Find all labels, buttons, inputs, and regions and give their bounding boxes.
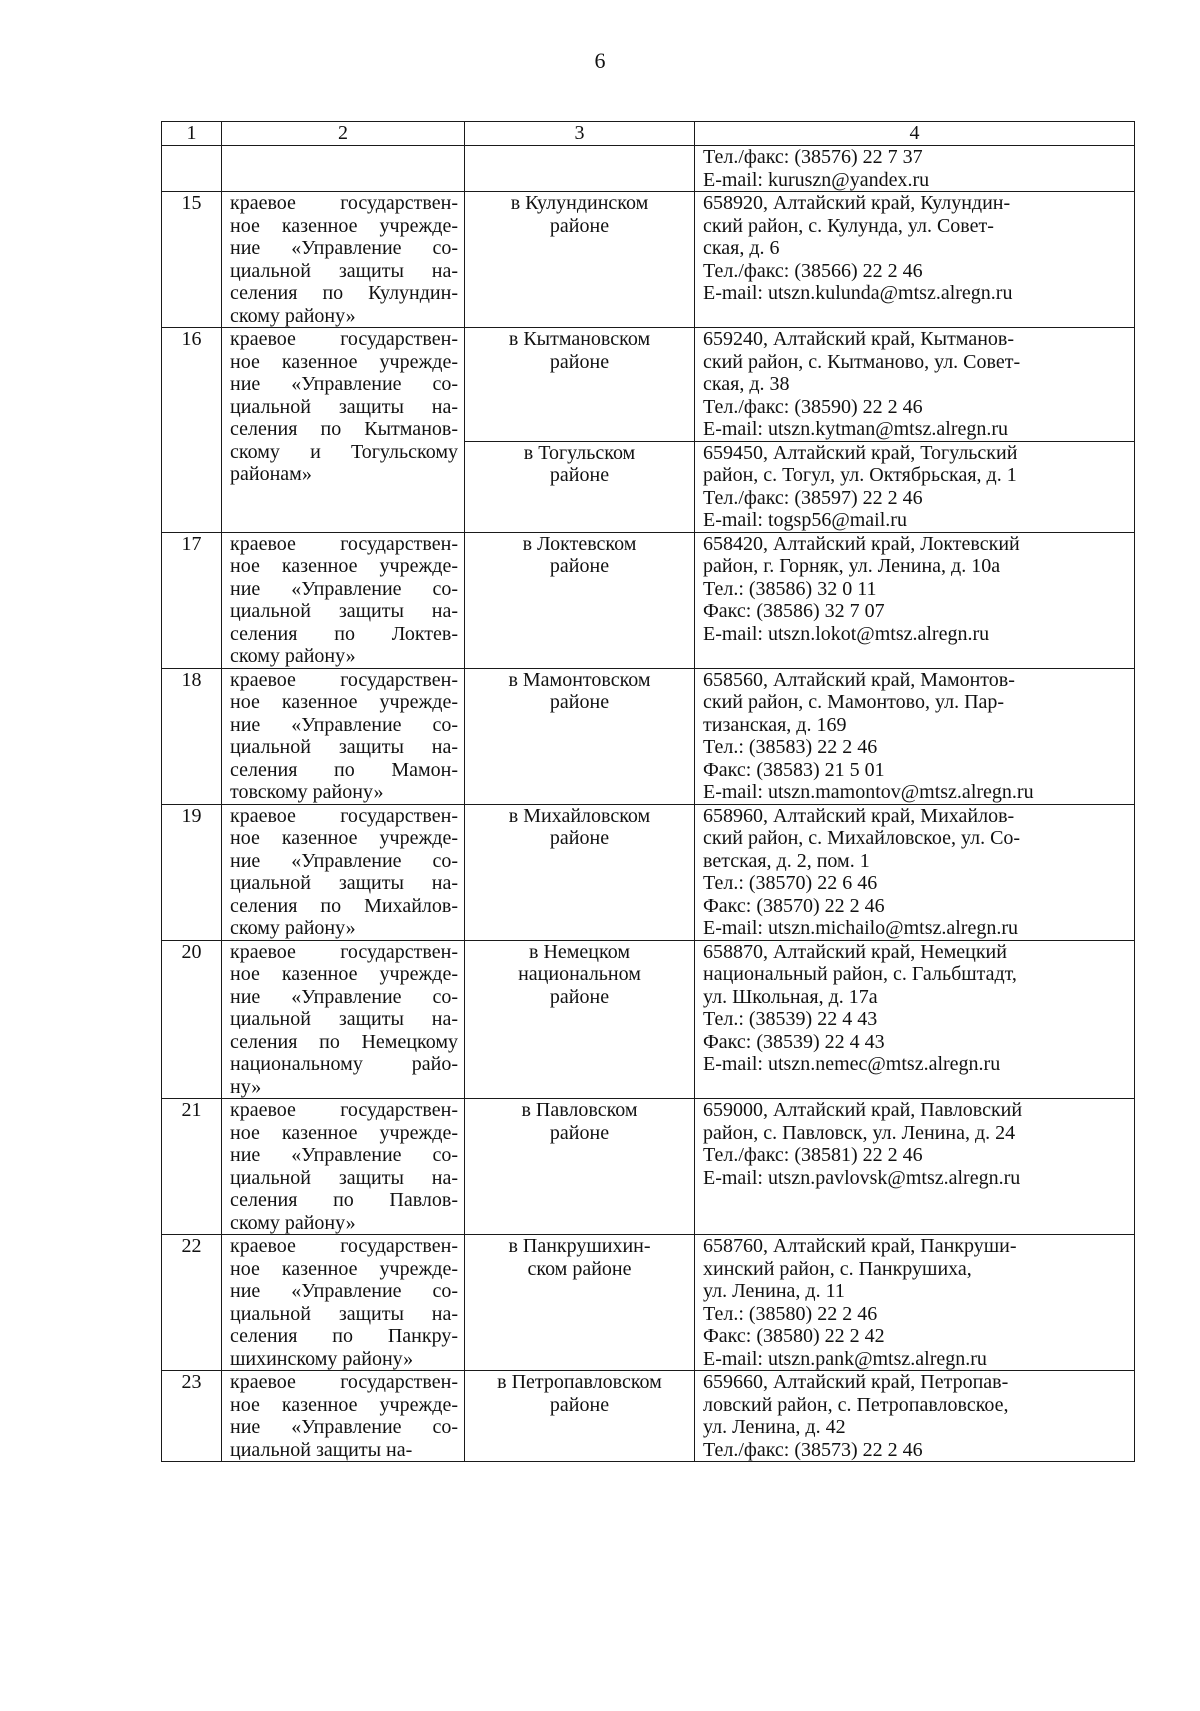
institution-name-line: ние «Управление со- <box>230 237 458 259</box>
location-line: районе <box>549 1393 610 1416</box>
table-row <box>162 1099 1135 1235</box>
address-line: национальный район, с. Гальбштадт, <box>703 963 1017 985</box>
address-line: Тел.: (38570) 22 6 46 <box>703 872 878 894</box>
institution-name-line: краевое государствен- <box>230 668 458 691</box>
institution-name-line: селения по Павлов- <box>230 1189 458 1211</box>
institution-name-line: краевое государствен- <box>230 1235 458 1257</box>
address-line: ул. Школьная, д. 17а <box>703 985 878 1008</box>
location-line: ском районе <box>527 1257 632 1280</box>
institution-name-line: ное казенное учрежде- <box>230 827 458 849</box>
address-line: Факс: (38586) 32 7 07 <box>703 600 885 622</box>
location-line: в Михайловском <box>508 804 651 827</box>
column-header: 1 <box>162 122 222 146</box>
institution-name-line: скому району» <box>230 645 356 667</box>
address-line: ская, д. 38 <box>703 373 790 395</box>
address-cell <box>695 532 1135 668</box>
row-number: 16 <box>162 328 222 533</box>
address-line: 659660, Алтайский край, Петропав- <box>703 1371 1009 1393</box>
location-line: районе <box>549 464 610 486</box>
institution-name-line: селения по Кытманов- <box>230 418 458 440</box>
institution-name-line: ние «Управление со- <box>230 713 458 736</box>
row-number: 23 <box>162 1371 222 1462</box>
address-line: Факс: (38539) 22 4 43 <box>703 1030 885 1053</box>
column-header: 2 <box>222 122 465 146</box>
row-number: 19 <box>162 804 222 940</box>
institution-name-line: циальной защиты на- <box>230 1166 458 1189</box>
location-cell <box>465 1235 695 1371</box>
institution-name-line: ние «Управление со- <box>230 1416 458 1438</box>
table-header-row <box>162 122 1135 146</box>
institution-name-line: циальной защиты на- <box>230 736 458 758</box>
location-cell <box>465 668 695 804</box>
address-line: E-mail: utszn.michailo@mtsz.alregn.ru <box>703 917 1018 939</box>
column-header: 4 <box>695 122 1135 146</box>
institution-name-line: товскому району» <box>230 781 384 803</box>
institution-name-line: ние «Управление со- <box>230 373 458 395</box>
institution-name-line: краевое государствен- <box>230 192 458 214</box>
table-row <box>162 940 1135 1099</box>
location-line: национальном <box>518 963 641 985</box>
location-cell <box>465 1371 695 1462</box>
institution-name-line: селения по Панкру- <box>230 1325 458 1347</box>
location-cell <box>465 146 695 192</box>
address-line: ская, д. 6 <box>703 237 780 259</box>
address-line: Тел.: (38583) 22 2 46 <box>703 736 878 758</box>
address-cell <box>695 146 1135 192</box>
institution-name-line: ное казенное учрежде- <box>230 555 458 577</box>
address-line: Тел./факс: (38597) 22 2 46 <box>703 486 923 509</box>
institution-name-line: краевое государствен- <box>230 532 458 555</box>
column-header: 3 <box>465 122 695 146</box>
address-line: район, г. Горняк, ул. Ленина, д. 10а <box>703 555 1001 577</box>
institution-name-line: шихинскому району» <box>230 1347 414 1370</box>
location-line: районе <box>549 214 610 237</box>
address-line: 658420, Алтайский край, Локтевский <box>703 532 1020 555</box>
table-row <box>162 1371 1135 1462</box>
address-line: E-mail: utszn.lokot@mtsz.alregn.ru <box>703 622 990 645</box>
location-cell <box>465 1099 695 1235</box>
location-line: районе <box>549 350 610 373</box>
institution-name-line: краевое государствен- <box>230 940 458 963</box>
institution-name-cell <box>222 668 465 804</box>
address-line: E-mail: utszn.mamontov@mtsz.alregn.ru <box>703 781 1034 803</box>
location-line: в Кытмановском <box>508 328 651 350</box>
institution-name-line: селения по Мамон- <box>230 758 458 781</box>
institution-name-cell <box>222 1371 465 1462</box>
address-line: 659450, Алтайский край, Тогульский <box>703 441 1018 464</box>
institution-name-line: циальной защиты на- <box>230 600 458 622</box>
address-line: 658920, Алтайский край, Кулундин- <box>703 192 1011 214</box>
institution-name-cell <box>222 804 465 940</box>
address-line: ловский район, с. Петропавловское, <box>703 1393 1009 1416</box>
institution-name-cell <box>222 328 465 533</box>
institution-name-line: национальному райо- <box>230 1053 458 1075</box>
address-line: Тел.: (38539) 22 4 43 <box>703 1008 878 1030</box>
address-line: E-mail: utszn.nemec@mtsz.alregn.ru <box>703 1053 1001 1075</box>
address-line: тизанская, д. 169 <box>703 713 847 736</box>
address-line: E-mail: utszn.kulunda@mtsz.alregn.ru <box>703 282 1013 304</box>
location-line: районе <box>549 985 610 1008</box>
address-line: 658560, Алтайский край, Мамонтов- <box>703 668 1015 691</box>
address-cell <box>695 1099 1135 1235</box>
address-line: Тел.: (38586) 32 0 11 <box>703 577 877 600</box>
address-line: Факс: (38583) 21 5 01 <box>703 758 885 781</box>
address-line: E-mail: togsp56@mail.ru <box>703 509 907 531</box>
institution-name-line: краевое государствен- <box>230 1371 458 1393</box>
address-line: E-mail: utszn.kytman@mtsz.alregn.ru <box>703 418 1009 440</box>
address-line: Тел./факс: (38576) 22 7 37 <box>703 146 923 168</box>
institution-name-line: ное казенное учрежде- <box>230 350 458 373</box>
location-line: районе <box>549 1121 610 1144</box>
institutions-table <box>161 121 1135 1462</box>
address-cell <box>695 328 1135 442</box>
row-number: 20 <box>162 940 222 1099</box>
row-number: 22 <box>162 1235 222 1371</box>
address-line: ул. Ленина, д. 42 <box>703 1416 846 1438</box>
row-number: 18 <box>162 668 222 804</box>
institution-name-line: циальной защиты на- <box>230 1008 458 1030</box>
address-line: ский район, с. Кулунда, ул. Совет- <box>703 214 994 237</box>
institution-name-line: ние «Управление со- <box>230 577 458 600</box>
location-cell <box>465 532 695 668</box>
institution-name-line: ное казенное учрежде- <box>230 963 458 985</box>
address-line: Факс: (38580) 22 2 42 <box>703 1325 885 1347</box>
institution-name-line: ние «Управление со- <box>230 849 458 872</box>
address-line: Тел.: (38580) 22 2 46 <box>703 1302 878 1325</box>
institution-name-line: ное казенное учрежде- <box>230 1121 458 1144</box>
address-line: район, с. Павловск, ул. Ленина, д. 24 <box>703 1121 1016 1144</box>
institution-name-cell <box>222 940 465 1099</box>
institution-name-line: скому району» <box>230 917 356 939</box>
location-line: в Локтевском <box>522 532 637 555</box>
institution-name-line: циальной защиты на- <box>230 1438 413 1461</box>
address-line: Тел./факс: (38573) 22 2 46 <box>703 1438 923 1461</box>
institution-name-cell <box>222 192 465 328</box>
institution-name-line: районам» <box>230 463 312 485</box>
institution-name-line: скому району» <box>230 1211 356 1234</box>
location-line: в Немецком <box>529 940 630 963</box>
table-row <box>162 192 1135 328</box>
row-number: 15 <box>162 192 222 328</box>
location-line: в Мамонтовском <box>508 668 651 691</box>
location-line: районе <box>549 691 610 713</box>
table-row <box>162 532 1135 668</box>
location-cell <box>465 192 695 328</box>
address-line: район, с. Тогул, ул. Октябрьская, д. 1 <box>703 464 1017 486</box>
institution-name-line: селения по Немецкому <box>230 1030 458 1053</box>
institution-name-line: ние «Управление со- <box>230 1280 458 1302</box>
institution-name-line: ну» <box>230 1075 262 1098</box>
row-number: 21 <box>162 1099 222 1235</box>
address-line: 659000, Алтайский край, Павловский <box>703 1099 1023 1121</box>
address-cell <box>695 441 1135 532</box>
institution-name-cell <box>222 1099 465 1235</box>
institution-name-line: циальной защиты на- <box>230 395 458 418</box>
institution-name-line: ное казенное учрежде- <box>230 214 458 237</box>
address-cell <box>695 1235 1135 1371</box>
location-line: в Тогульском <box>523 441 636 464</box>
address-cell <box>695 1371 1135 1462</box>
row-number: 17 <box>162 532 222 668</box>
table-row <box>162 804 1135 940</box>
location-cell <box>465 328 695 442</box>
institution-name-line: скому району» <box>230 304 356 327</box>
institution-name-line: циальной защиты на- <box>230 259 458 282</box>
table-row <box>162 668 1135 804</box>
location-line: районе <box>549 555 610 577</box>
address-cell <box>695 192 1135 328</box>
address-line: 659240, Алтайский край, Кытманов- <box>703 328 1015 350</box>
location-cell <box>465 940 695 1099</box>
institution-name-line: селения по Кулундин- <box>230 282 458 304</box>
location-line: в Панкрушихин- <box>508 1235 651 1257</box>
address-line: Факс: (38570) 22 2 46 <box>703 894 885 917</box>
address-cell <box>695 804 1135 940</box>
location-cell <box>465 804 695 940</box>
address-line: Тел./факс: (38590) 22 2 46 <box>703 395 923 418</box>
table-row <box>162 1235 1135 1371</box>
institution-name-line: ное казенное учрежде- <box>230 691 458 713</box>
address-line: ский район, с. Кытманово, ул. Совет- <box>703 350 1021 373</box>
row-number-cell <box>162 146 222 192</box>
table-row-continuation <box>162 146 1135 192</box>
address-line: 658960, Алтайский край, Михайлов- <box>703 804 1015 827</box>
institution-name-line: ние «Управление со- <box>230 985 458 1008</box>
institution-name-line: краевое государствен- <box>230 804 458 827</box>
institution-name-line: скому и Тогульскому <box>230 440 458 463</box>
institution-name-line: циальной защиты на- <box>230 872 458 894</box>
institution-name-line: краевое государствен- <box>230 328 458 350</box>
institution-name-line: краевое государствен- <box>230 1099 458 1121</box>
location-cell <box>465 441 695 532</box>
address-line: Тел./факс: (38566) 22 2 46 <box>703 259 923 282</box>
address-cell <box>695 668 1135 804</box>
address-line: Тел./факс: (38581) 22 2 46 <box>703 1144 923 1166</box>
institution-name-line: селения по Михайлов- <box>230 894 458 917</box>
location-line: в Петропавловском <box>497 1371 662 1393</box>
location-line: в Павловском <box>521 1099 638 1121</box>
location-line: районе <box>549 827 610 849</box>
address-line: хинский район, с. Панкрушиха, <box>703 1257 972 1280</box>
institution-name-cell <box>222 532 465 668</box>
address-line: ветская, д. 2, пом. 1 <box>703 849 870 872</box>
institution-name-cell <box>222 1235 465 1371</box>
address-line: ский район, с. Михайловское, ул. Со- <box>703 827 1021 849</box>
address-line: ул. Ленина, д. 11 <box>703 1280 845 1302</box>
table-row <box>162 328 1135 442</box>
address-cell <box>695 940 1135 1099</box>
address-line: E-mail: utszn.pank@mtsz.alregn.ru <box>703 1347 987 1370</box>
address-line: 658760, Алтайский край, Панкруши- <box>703 1235 1017 1257</box>
page-number: 6 <box>594 48 606 73</box>
address-line: E-mail: utszn.pavlovsk@mtsz.alregn.ru <box>703 1166 1021 1189</box>
address-line: E-mail: kuruszn@yandex.ru <box>703 168 930 191</box>
institution-name-line: селения по Локтев- <box>230 622 458 645</box>
institution-name-line: ное казенное учрежде- <box>230 1257 458 1280</box>
institution-name-cell <box>222 146 465 192</box>
address-line: ский район, с. Мамонтово, ул. Пар- <box>703 691 1005 713</box>
institution-name-line: циальной защиты на- <box>230 1302 458 1325</box>
institution-name-line: ное казенное учрежде- <box>230 1393 458 1416</box>
institution-name-line: ние «Управление со- <box>230 1144 458 1166</box>
address-line: 658870, Алтайский край, Немецкий <box>703 940 1007 963</box>
location-line: в Кулундинском <box>510 192 649 214</box>
